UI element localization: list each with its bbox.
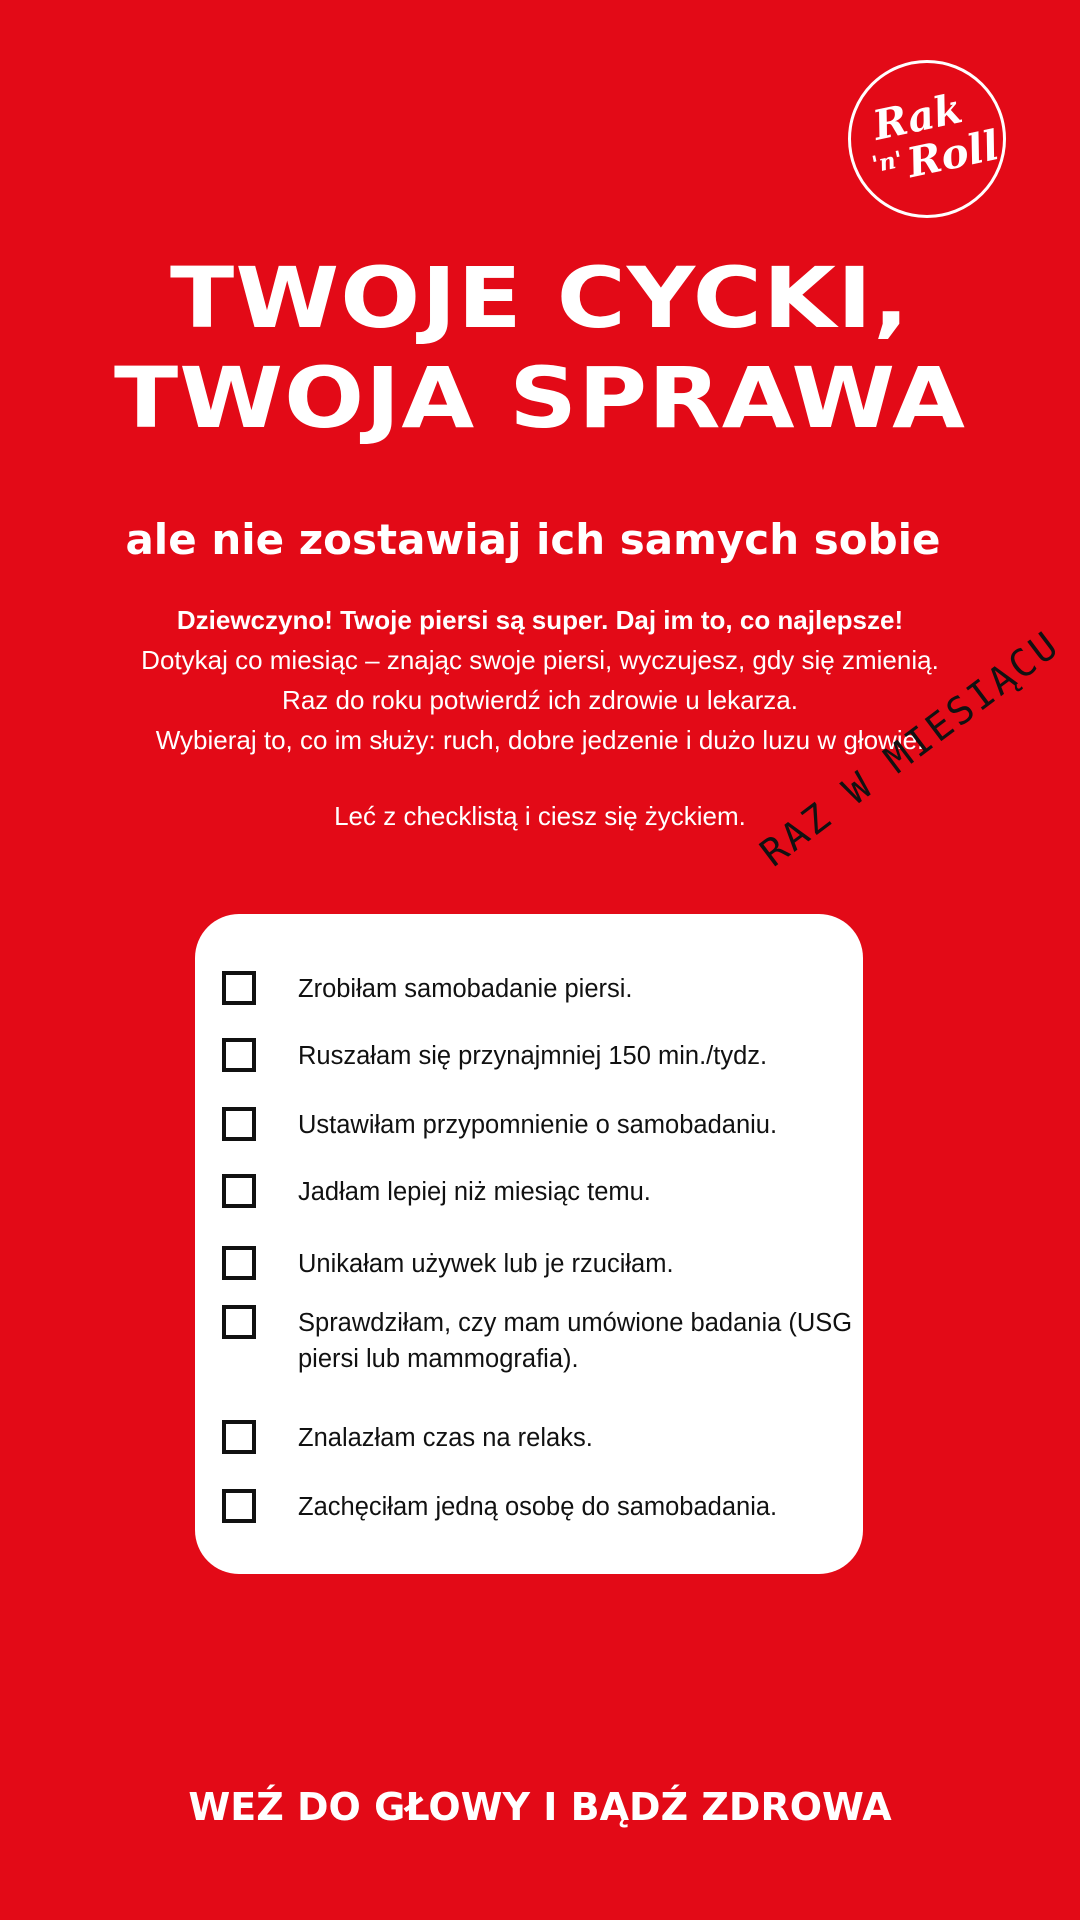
checklist-item-label: Jadłam lepiej niż miesiąc temu. xyxy=(298,1178,651,1206)
rak-n-roll-logo xyxy=(848,60,1006,218)
checklist-item[interactable] xyxy=(195,1305,858,1377)
svg-text:'n': 'n' xyxy=(869,146,906,179)
checklist-item[interactable] xyxy=(195,971,858,1007)
checkbox-icon[interactable] xyxy=(222,1305,256,1339)
monthly-stamp: RAZ W MIESIĄCU xyxy=(752,621,1068,876)
checklist-item[interactable] xyxy=(195,1107,858,1143)
checklist-item[interactable] xyxy=(195,1174,858,1210)
checkbox-icon[interactable] xyxy=(222,971,256,1005)
intro-cta: Leć z checklistą i ciesz się życkiem. xyxy=(334,801,746,831)
checklist-item-label: Sprawdziłam, czy mam umówione badania (USG piersi lub mammografia). xyxy=(298,1309,853,1373)
checkbox-icon[interactable] xyxy=(222,1038,256,1072)
checklist-card xyxy=(195,914,863,1574)
subtitle: ale nie zostawiaj ich samych sobie xyxy=(125,515,941,564)
checkbox-icon[interactable] xyxy=(222,1489,256,1523)
checklist-item-label: Ustawiłam przypomnienie o samobadaniu. xyxy=(298,1111,778,1139)
checklist-item-label: Unikałam używek lub je rzuciłam. xyxy=(298,1250,674,1278)
title-line-1: TWOJE CYCKI, xyxy=(170,249,910,347)
checklist-item-label: Znalazłam czas na relaks. xyxy=(298,1424,593,1452)
checklist-item-label: Ruszałam się przynajmniej 150 min./tydz. xyxy=(298,1042,768,1070)
intro-line-1: Dotykaj co miesiąc – znając swoje piersi, wyczujesz, gdy się zmienią. xyxy=(141,645,939,675)
page-title xyxy=(0,248,1080,448)
title-line-2: TWOJA SPRAWA xyxy=(113,349,967,447)
checklist-item[interactable] xyxy=(195,1489,858,1525)
checklist-item-label: Zrobiłam samobadanie piersi. xyxy=(298,975,633,1003)
checkbox-icon[interactable] xyxy=(222,1107,256,1141)
svg-text:Rak: Rak xyxy=(868,84,967,150)
checklist-item-label: Zachęciłam jedną osobę do samobadania. xyxy=(298,1493,778,1521)
svg-text:Roll: Roll xyxy=(902,121,1003,188)
checklist-item[interactable] xyxy=(195,1246,858,1282)
checkbox-icon[interactable] xyxy=(222,1246,256,1280)
checklist-item[interactable] xyxy=(195,1038,858,1074)
footer-slogan: WEŹ DO GŁOWY I BĄDŹ ZDROWA xyxy=(188,1785,892,1829)
intro-lead: Dziewczyno! Twoje piersi są super. Daj im to, co najlepsze! xyxy=(176,605,904,635)
checkbox-icon[interactable] xyxy=(222,1420,256,1454)
intro-line-3: Wybieraj to, co im służy: ruch, dobre jedzenie i dużo luzu w głowie. xyxy=(155,725,925,755)
checkbox-icon[interactable] xyxy=(222,1174,256,1208)
checklist-item[interactable] xyxy=(195,1420,858,1456)
intro-line-2: Raz do roku potwierdź ich zdrowie u lekarza. xyxy=(282,685,798,715)
